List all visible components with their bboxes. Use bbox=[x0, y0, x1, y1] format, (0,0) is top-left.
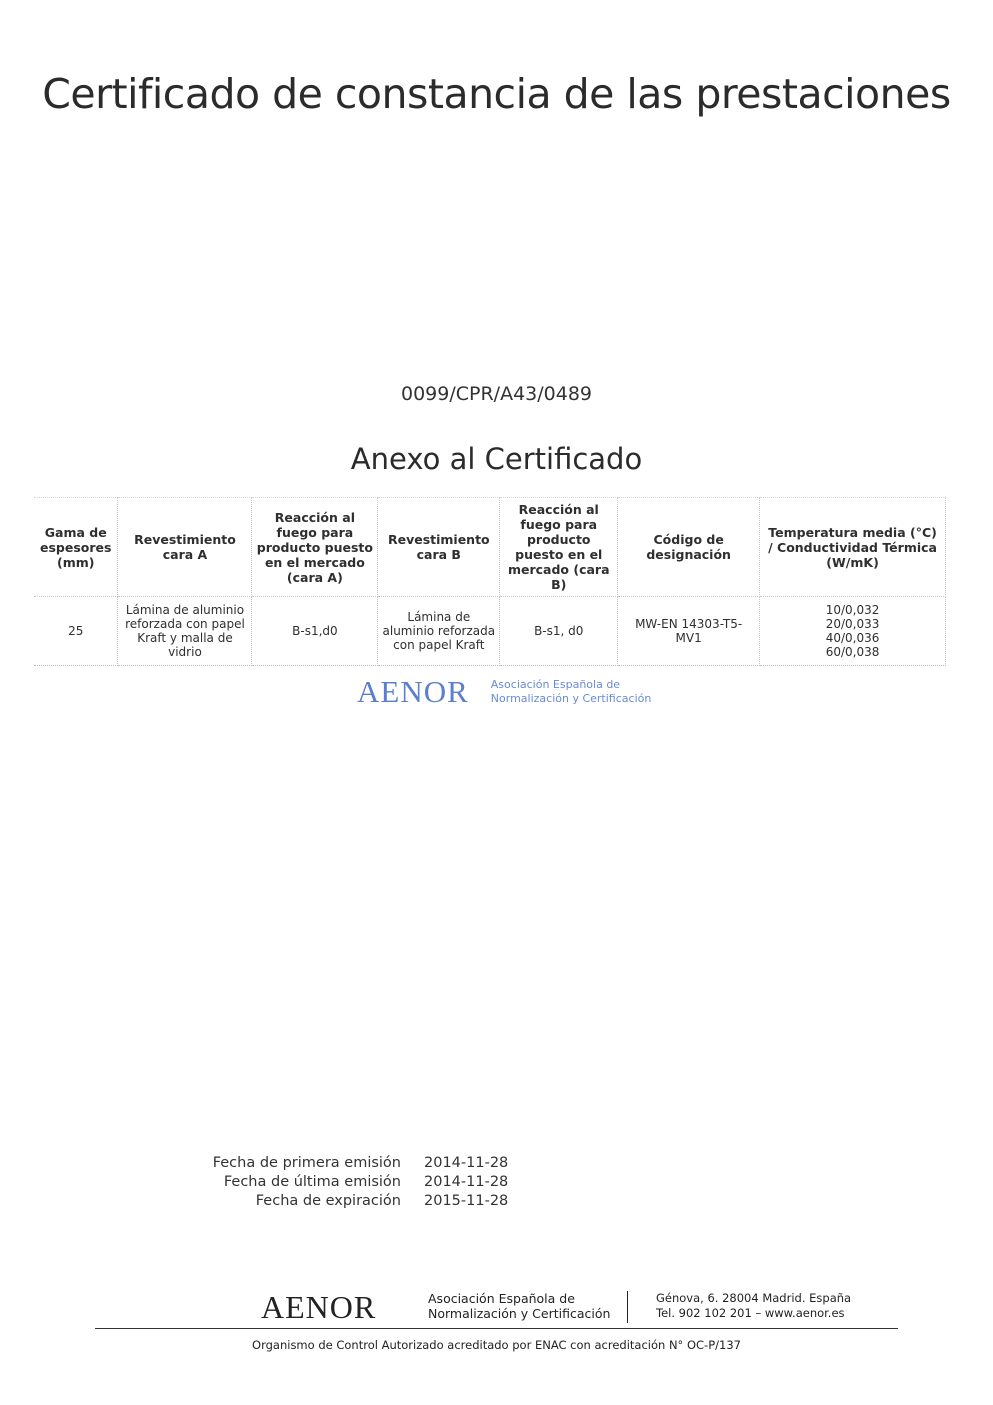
footer bbox=[0, 1287, 993, 1327]
footer-logo: AENOR bbox=[261, 1289, 377, 1325]
annex-table bbox=[34, 497, 946, 666]
cell-designation-code: MW-EN 14303-T5-MV1 bbox=[618, 597, 760, 666]
date-label: Fecha de primera emisión bbox=[212, 1155, 401, 1171]
footer-address-line-2: Tel. 902 102 201 – www.aenor.es bbox=[656, 1306, 845, 1320]
date-label: Fecha de expiración bbox=[255, 1193, 401, 1209]
date-value: 2015-11-28 bbox=[424, 1193, 509, 1209]
header-thickness: Gama de espesores (mm) bbox=[34, 498, 118, 597]
cell-conductivity bbox=[760, 597, 946, 666]
footer-rule bbox=[95, 1328, 898, 1329]
stamp-line-2: Normalización y Certificación bbox=[490, 692, 652, 705]
stamp-text bbox=[491, 678, 652, 706]
conductivity-value: 40/0,036 bbox=[825, 631, 880, 645]
cell-facing-a: Lámina de aluminio reforzada con papel Kraft y malla de vidrio bbox=[118, 597, 252, 666]
footer-organization bbox=[428, 1291, 610, 1321]
conductivity-value: 60/0,038 bbox=[825, 645, 880, 659]
table-header-row bbox=[34, 498, 946, 597]
annex-title: Anexo al Certificado bbox=[350, 442, 643, 476]
header-fire-a: Reacción al fuego para producto puesto en el mercado (cara A) bbox=[252, 498, 378, 597]
conductivity-value: 20/0,033 bbox=[825, 617, 880, 631]
cell-thickness: 25 bbox=[34, 597, 118, 666]
header-designation-code: Código de designación bbox=[618, 498, 760, 597]
footer-org-line-2: Normalización y Certificación bbox=[428, 1306, 611, 1321]
footer-divider bbox=[627, 1291, 628, 1323]
cell-facing-b: Lámina de aluminio reforzada con papel Kraft bbox=[378, 597, 500, 666]
aenor-stamp bbox=[357, 674, 651, 710]
footer-accreditation: Organismo de Control Autorizado acreditado por ENAC con acreditación N° OC-P/137 bbox=[252, 1338, 741, 1352]
conductivity-value: 10/0,032 bbox=[825, 603, 880, 617]
date-value: 2014-11-28 bbox=[424, 1155, 509, 1171]
date-value: 2014-11-28 bbox=[424, 1174, 509, 1190]
header-fire-b: Reacción al fuego para producto puesto en el mercado (cara B) bbox=[500, 498, 618, 597]
footer-org-line-1: Asociación Española de bbox=[428, 1291, 575, 1306]
date-row-expiration bbox=[0, 1193, 993, 1212]
table-row bbox=[34, 597, 946, 666]
certificate-number: 0099/CPR/A43/0489 bbox=[400, 383, 592, 405]
document-title: Certificado de constancia de las prestaciones bbox=[42, 70, 951, 118]
date-row-last-issue bbox=[0, 1174, 993, 1193]
footer-address bbox=[656, 1291, 851, 1321]
stamp-logo: AENOR bbox=[357, 674, 469, 709]
stamp-line-1: Asociación Española de bbox=[490, 678, 621, 691]
cell-fire-b: B-s1, d0 bbox=[500, 597, 618, 666]
footer-address-line-1: Génova, 6. 28004 Madrid. España bbox=[656, 1291, 852, 1305]
cell-fire-a: B-s1,d0 bbox=[252, 597, 378, 666]
header-conductivity: Temperatura media (°C) / Conductividad Térmica (W/mK) bbox=[760, 498, 946, 597]
header-facing-b: Revestimiento cara B bbox=[378, 498, 500, 597]
issue-dates bbox=[0, 1155, 993, 1212]
date-row-first-issue bbox=[0, 1155, 993, 1174]
header-facing-a: Revestimiento cara A bbox=[118, 498, 252, 597]
date-label: Fecha de última emisión bbox=[223, 1174, 401, 1190]
